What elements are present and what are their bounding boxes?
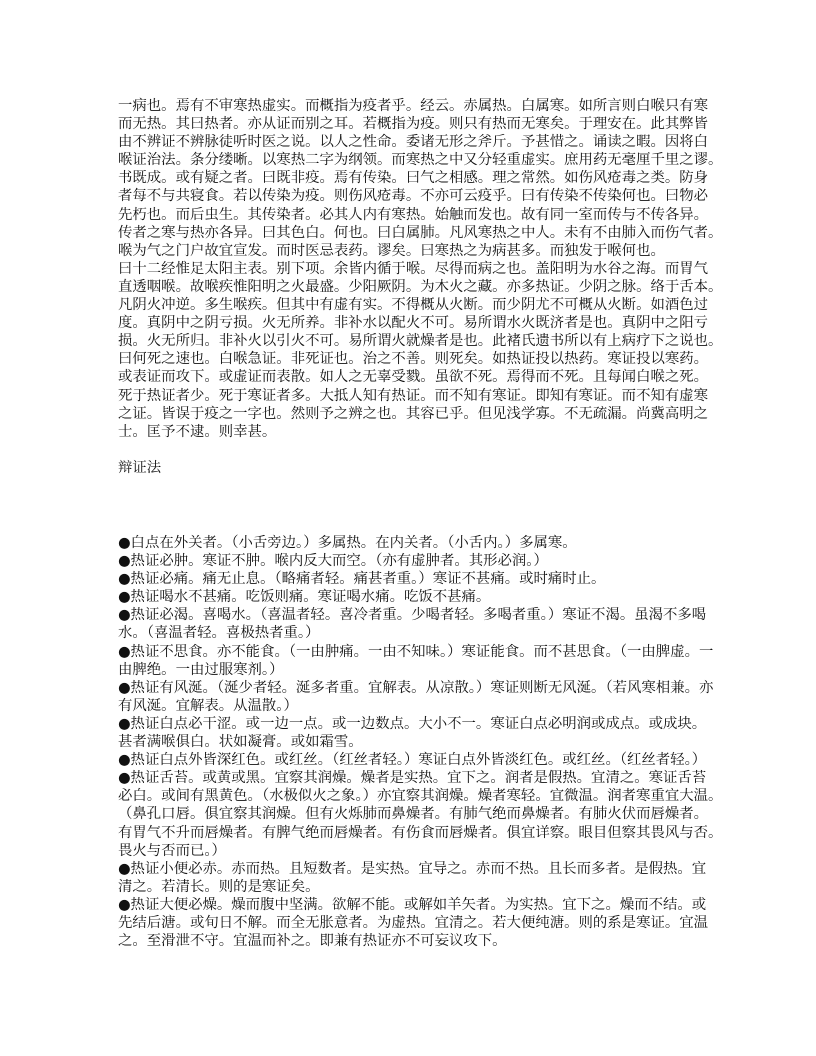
text-line: 喉为气之门户故宜宣发。而时医忌表药。谬矣。曰寒热之为病甚多。而独发于喉何也。 [118, 242, 665, 259]
text-line: ●热证必渴。喜喝水。（喜温者轻。喜冷者重。少喝者轻。多喝者重。）寒证不渴。虽渴不多喝 [118, 607, 707, 624]
paragraph [118, 260, 723, 441]
text-line: 畏火与否而已。） [118, 842, 226, 859]
text-line: ●热证不思食。亦不能食。（一由肿痛。一由不知味。）寒证能食。而不甚思食。（一由脾虚。一 [118, 643, 714, 660]
text-line: （鼻孔口唇。俱宜察其润燥。但有火烁肺而鼻燥者。有肺气绝而鼻燥者。有肺火伏而唇燥者。 [118, 806, 709, 823]
text-line: 或表证而攻下。或虚证而表散。如人之无辜受戮。虽欲不死。焉得而不死。且每闻白喉之死。 [118, 369, 709, 386]
bullet-item [118, 715, 718, 751]
text-line: 喉证治法。条分缕晰。以寒热二字为纲领。而寒热之中又分轻重虚实。庶用药无毫厘千里之谬。 [118, 152, 723, 169]
text-line: 有胃气不升而唇燥者。有脾气绝而唇燥者。有伤食而唇燥者。俱宜详察。眼目但察其畏风与否。 [118, 824, 723, 841]
text-line: 书既成。或有疑之者。曰既非疫。焉有传染。曰气之相感。理之常然。如伤风疮毒之类。防身 [118, 170, 709, 187]
text-line: 士。匡予不逮。则幸甚。 [118, 423, 277, 440]
bullet-item [118, 679, 718, 715]
text-line: 先结后溏。或旬日不解。而全无胀意者。为虚热。宜清之。若大便纯溏。则的系是寒证。宜温 [118, 914, 709, 931]
text-line: 而无热。其曰热者。亦从证而别之耳。若概指为疫。则只有热而无寒矣。于理安在。此其弊皆 [118, 116, 709, 133]
text-line: ●热证必肿。寒证不肿。喉内反大而空。（亦有虚肿者。其形必润。） [118, 553, 548, 570]
text-line: ●热证小便必赤。赤而热。且短数者。是实热。宜导之。赤而不热。且长而多者。是假热。宜 [118, 860, 707, 877]
text-line: 损。火无所归。非补火以引火不可。易所谓火就燥者是也。此褚氏遗书所以有上病疗下之说也。 [118, 333, 723, 350]
text-line: 必白。或间有黑黄色。（水极似火之象。）亦宜察其润燥。燥者寒轻。宜微温。润者寒重宜大温。 [118, 788, 723, 805]
text-line: 清之。若清长。则的是寒证矣。 [118, 878, 320, 895]
text-line: 先朽也。而后虫生。其传染者。必其人内有寒热。始触而发也。故有同一室而传与不传各异。 [118, 206, 709, 223]
section-heading: 辩证法 [118, 460, 162, 476]
text-line: 甚者满喉俱白。状如凝膏。或如霜雪。 [118, 734, 363, 751]
bullet-item [118, 769, 723, 859]
text-line: 直透咽喉。故喉疾惟阳明之火最盛。少阳厥阴。为木火之藏。亦多热证。少阴之脉。络于舌本。 [118, 278, 723, 295]
text-line: ●热证舌苔。或黄或黑。宜察其润燥。燥者是实热。宜下之。润者是假热。宜清之。寒证舌苔 [118, 770, 707, 787]
bullet-item [118, 552, 718, 570]
bullet-item [118, 534, 718, 552]
text-line: 由脾绝。一由过服寒剂。） [118, 661, 284, 678]
bullet-item [118, 751, 718, 769]
text-line: 之。至滑泄不守。宜温而补之。即兼有热证亦不可妄议攻下。 [118, 933, 507, 950]
text-line: 由不辨证不辨脉徒听时医之说。以人之性命。委诸无形之斧斤。予甚惜之。诵读之暇。因将白 [118, 134, 709, 151]
text-line: 传者之寒与热亦各异。曰其色白。何也。曰白属肺。凡风寒热之中人。未有不由肺入而伤气者。 [118, 224, 723, 241]
intro-text [118, 97, 723, 441]
text-line: 死于热证者少。死于寒证者多。大抵人知有热证。而不知有寒证。即知有寒证。而不知有虚寒 [118, 387, 709, 404]
text-line: 一病也。焉有不审寒热虚实。而概指为疫者乎。经云。赤属热。白属寒。如所言则白喉只有寒 [118, 98, 709, 114]
text-line: ●热证必痛。痛无止息。（略痛者轻。痛甚者重。）寒证不甚痛。或时痛时止。 [118, 571, 606, 588]
text-line: 水。（喜温者轻。喜极热者重。） [118, 625, 320, 642]
text-line: 曰何死之速也。白喉急证。非死证也。治之不善。则死矣。如热证投以热药。寒证投以寒药。 [118, 351, 709, 368]
bullet-item [118, 570, 718, 588]
text-line: ●热证喝水不甚痛。吃饭则痛。寒证喝水痛。吃饭不甚痛。 [118, 589, 491, 606]
paragraph [118, 97, 723, 260]
text-line: ●白点在外关者。（小舌旁边。）多属热。在内关者。（小舌内。）多属寒。 [118, 535, 577, 551]
text-line: ●热证白点必干涩。或一边一点。或一边数点。大小不一。寒证白点必明润或成点。或成块。 [118, 715, 707, 732]
text-line: 度。真阴中之阴亏损。火无所养。非补水以配火不可。易所谓水火既济者是也。真阴中之阳亏 [118, 315, 709, 332]
text-line: 有风涎。宜解表。从温散。） [118, 697, 298, 714]
text-line: ●热证有风涎。（涎少者轻。涎多者重。宜解表。从凉散。）寒证则断无风涎。（若风寒相兼。亦 [118, 679, 714, 696]
text-line: 凡阴火冲逆。多生喉疾。但其中有虚有实。不得概从火断。而少阴尤不可概从火断。如酒色过 [118, 297, 709, 314]
bullet-item [118, 860, 718, 896]
text-line: 者每不与共寝食。若以传染为疫。则伤风疮毒。不亦可云疫乎。曰有传染不传染何也。曰物必 [118, 188, 709, 205]
text-line: ●热证白点外皆深红色。或红丝。（红丝者轻。）寒证白点外皆淡红色。或红丝。（红丝者轻。） [118, 752, 707, 769]
text-line: ●热证大便必燥。燥而腹中坚满。欲解不能。或解如羊矢者。为实热。宜下之。燥而不结。或 [118, 896, 707, 913]
bullet-item [118, 588, 718, 606]
bullet-item [118, 896, 718, 950]
bullet-item [118, 606, 718, 642]
bullet-list [118, 534, 723, 950]
text-line: 之证。皆误于疫之一字也。然则予之辨之也。其容已乎。但见浅学寡。不无疏漏。尚冀高明之 [118, 405, 709, 422]
bullet-item [118, 643, 718, 679]
text-line: 曰十二经惟足太阳主表。别下项。余皆内循于喉。尽得而病之也。盖阳明为水谷之海。而胃气 [118, 260, 709, 277]
